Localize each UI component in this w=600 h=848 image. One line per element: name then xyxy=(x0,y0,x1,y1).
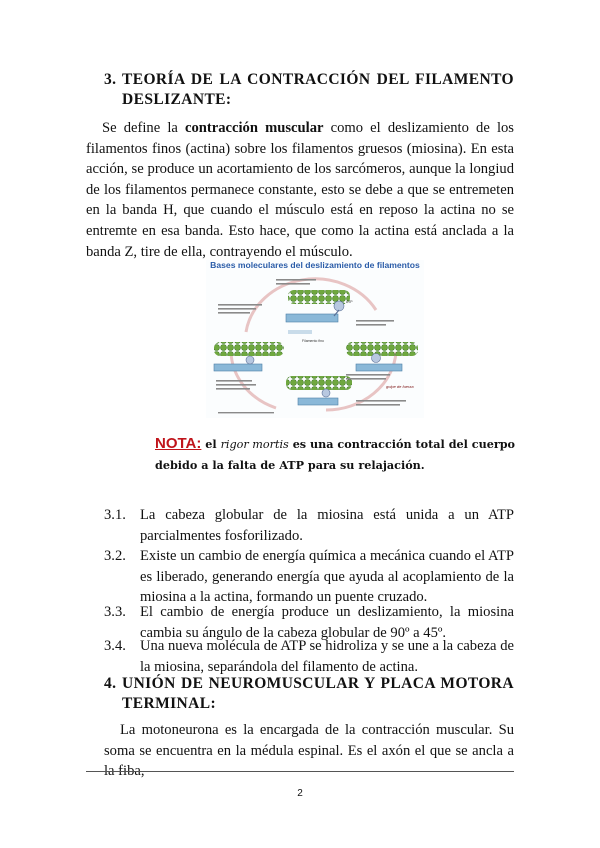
section-3-heading-line2 xyxy=(122,90,232,110)
footer-divider xyxy=(86,771,514,772)
label-thin-filament: Filamento fino xyxy=(302,339,324,343)
actin-filament xyxy=(346,342,418,356)
section-3-number: 3. xyxy=(104,71,117,88)
section-4-heading-line2 xyxy=(122,694,216,714)
myosin-head xyxy=(246,356,254,364)
section-3-heading xyxy=(104,70,514,90)
list-item-number: 3.3. xyxy=(104,604,126,620)
myosin-head xyxy=(322,389,330,397)
section-3-title-line1: TEORÍA DE LA CONTRACCIÓN DEL FILAMENTO xyxy=(122,71,514,88)
sliding-filament-figure xyxy=(206,260,424,418)
section-4-title-line2: TERMINAL: xyxy=(122,695,217,712)
myosin-head xyxy=(372,354,381,363)
list-item-text: Existe un cambio de energía química a mecánica cuando el ATP es liberado, generando energía que ayuda al acoplamiento de la miosina a la actina, formando un puente cruzado. xyxy=(140,548,514,606)
paragraph-motoneuron xyxy=(104,720,514,782)
myosin-filament xyxy=(214,364,262,371)
note-text-post: es una contracción total del cuerpo debido a la falta de ATP para su relajación. xyxy=(155,437,516,472)
note-text-pre: el xyxy=(201,437,221,451)
list-item-text: Una nueva molécula de ATP se hidroliza y se une a la cabeza de la miosina, separándola del filamento de actina. xyxy=(140,638,514,675)
note-label: NOTA: xyxy=(155,435,202,452)
paragraph-2-text: La motoneurona es la encargada de la contracción muscular. Su soma se encuentra en la médula espinal. Es el axón el que se ancla a la fiba, xyxy=(104,722,514,780)
list-item-number: 3.1. xyxy=(104,507,126,523)
sliding-filament-diagram xyxy=(206,260,424,418)
section-4-title-line1: UNIÓN DE NEUROMUSCULAR Y PLACA MOTORA xyxy=(122,675,514,692)
myosin-filament xyxy=(356,364,402,371)
paragraph-contraction xyxy=(86,118,514,262)
myosin-filament xyxy=(298,398,338,405)
figure-title: Bases moleculares del deslizamiento de filamentos xyxy=(210,260,420,270)
actin-filament xyxy=(286,376,352,390)
page-number: 2 xyxy=(297,788,303,799)
list-item-text: El cambio de energía produce un deslizamiento, la miosina cambia su ángulo de la cabeza globular de 90º a 45º. xyxy=(140,604,514,641)
paragraph-1-bold: contracción muscular xyxy=(185,120,324,136)
list-item-number: 3.4. xyxy=(104,638,126,654)
paragraph-1-post: como el deslizamiento de los filamentos finos (actina) sobre los filamentos gruesos (miosina). En esta acción, se produce un acortamiento de los sarcómeros, aunque la longiud de los filamentos permanece constante, esto se debe a que se entremeten en la banda H, que cuando el músculo está en reposo la actina no se entremte en esa banda. Esto hace, que como la actina está anclada a la banda Z, tire de ella, contrayendo el músculo. xyxy=(86,120,514,260)
section-4-heading xyxy=(104,674,514,694)
list-item-number: 3.2. xyxy=(104,548,126,564)
paragraph-1-pre: Se define la xyxy=(102,120,186,136)
myosin-head xyxy=(334,301,344,311)
note-text-italic: rigor mortis xyxy=(220,438,289,451)
section-3-title-line2: DESLIZANTE: xyxy=(122,91,232,108)
label-power-stroke: golpe de fuerza xyxy=(386,384,414,389)
rigor-mortis-note xyxy=(155,434,525,475)
list-item-text: La cabeza globular de la miosina está unida a un ATP parcialmentes fosforilizado. xyxy=(140,507,514,544)
actin-filament xyxy=(214,342,284,356)
section-4-number: 4. xyxy=(104,675,117,692)
label-atp: ATP xyxy=(346,300,353,304)
myosin-filament xyxy=(286,314,338,322)
